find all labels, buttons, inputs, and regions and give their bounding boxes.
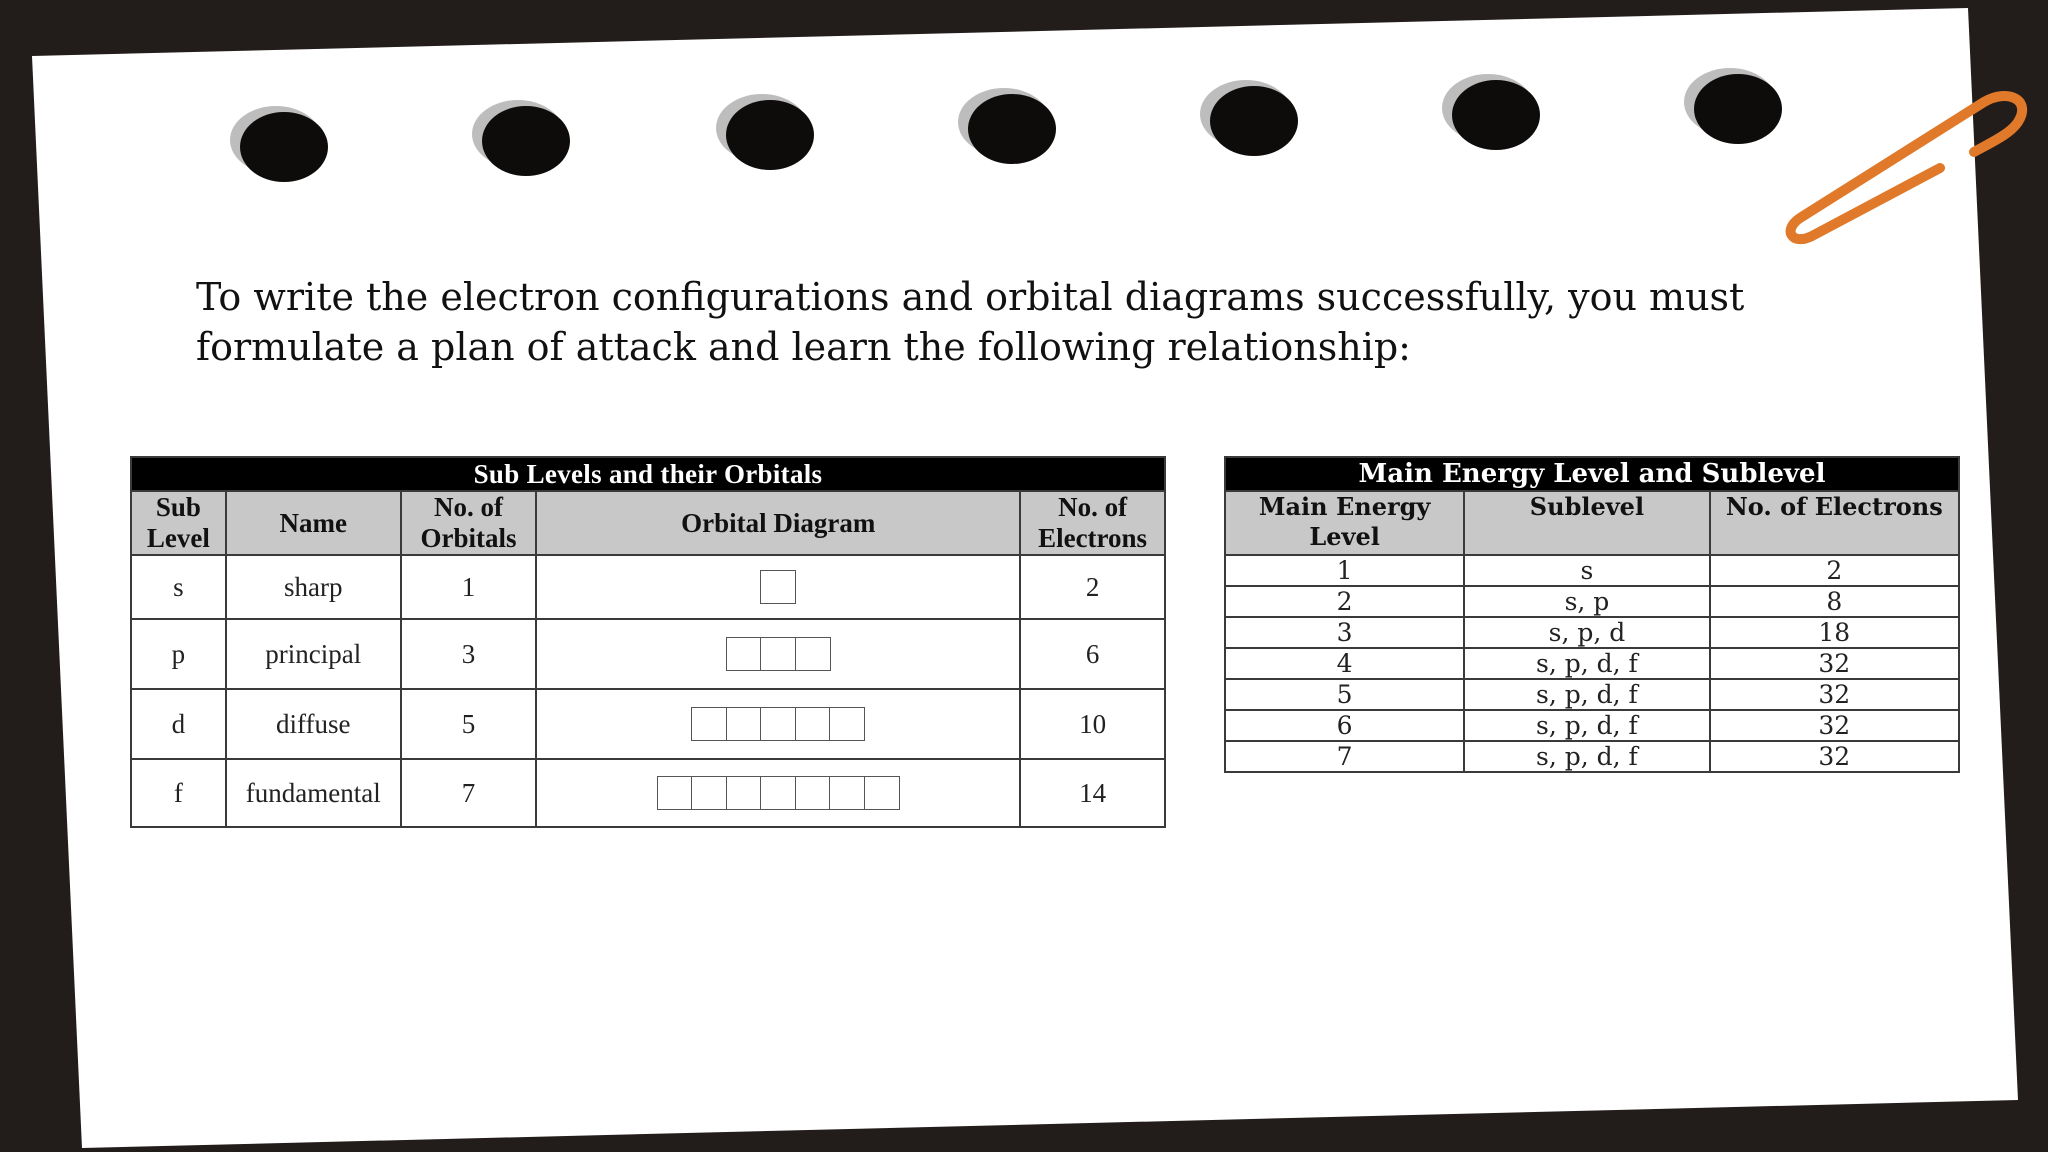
cell-electrons: 2 bbox=[1710, 555, 1959, 586]
table-row bbox=[131, 759, 1165, 827]
binder-hole bbox=[482, 106, 578, 178]
binder-hole bbox=[726, 100, 822, 172]
cell-sublevel: s bbox=[131, 555, 226, 619]
orbital-box bbox=[726, 637, 762, 671]
cell-orbitals: 5 bbox=[401, 689, 537, 759]
table-row bbox=[131, 555, 1165, 619]
cell-sublevels: s, p, d, f bbox=[1464, 648, 1709, 679]
header-name: Name bbox=[226, 491, 401, 555]
sublevel-table-caption: Sub Levels and their Orbitals bbox=[131, 457, 1165, 491]
orbital-diagram bbox=[536, 689, 1020, 759]
cell-level: 1 bbox=[1225, 555, 1464, 586]
table-row bbox=[131, 689, 1165, 759]
table-row bbox=[1225, 555, 1959, 586]
cell-name: principal bbox=[226, 619, 401, 689]
cell-name: sharp bbox=[226, 555, 401, 619]
cell-sublevels: s, p, d, f bbox=[1464, 710, 1709, 741]
cell-sublevels: s, p, d, f bbox=[1464, 679, 1709, 710]
energy-level-table bbox=[1224, 456, 1960, 773]
energy-table-caption: Main Energy Level and Sublevel bbox=[1225, 457, 1959, 491]
orbital-box bbox=[691, 776, 727, 810]
cell-level: 5 bbox=[1225, 679, 1464, 710]
binder-hole bbox=[968, 94, 1064, 166]
orbital-diagram bbox=[536, 759, 1020, 827]
orbital-box bbox=[657, 776, 693, 810]
orbital-box bbox=[795, 776, 831, 810]
table-row bbox=[1225, 741, 1959, 772]
orbital-diagram bbox=[536, 619, 1020, 689]
cell-sublevel: d bbox=[131, 689, 226, 759]
table-row bbox=[131, 619, 1165, 689]
orbital-box bbox=[760, 776, 796, 810]
cell-level: 3 bbox=[1225, 617, 1464, 648]
orbital-box bbox=[795, 637, 831, 671]
intro-paragraph: To write the electron configurations and orbital diagrams successfully, you must formulate a plan of attack and learn the following relationship: bbox=[196, 275, 1745, 369]
cell-sublevels: s, p, d, f bbox=[1464, 741, 1709, 772]
paperclip-icon bbox=[1770, 80, 2048, 260]
orbital-box bbox=[760, 707, 796, 741]
cell-level: 4 bbox=[1225, 648, 1464, 679]
cell-electrons: 32 bbox=[1710, 679, 1959, 710]
cell-electrons: 32 bbox=[1710, 741, 1959, 772]
binder-hole bbox=[240, 112, 336, 184]
orbital-box bbox=[829, 776, 865, 810]
header-no-of-orbitals: No. of Orbitals bbox=[401, 491, 537, 555]
cell-name: fundamental bbox=[226, 759, 401, 827]
orbital-diagram bbox=[536, 555, 1020, 619]
cell-electrons: 18 bbox=[1710, 617, 1959, 648]
table-row bbox=[1225, 710, 1959, 741]
orbital-box bbox=[760, 637, 796, 671]
cell-level: 6 bbox=[1225, 710, 1464, 741]
header-orbital-diagram: Orbital Diagram bbox=[536, 491, 1020, 555]
header-no-of-electrons: No. of Electrons bbox=[1710, 491, 1959, 555]
table-row bbox=[1225, 586, 1959, 617]
orbital-box bbox=[726, 707, 762, 741]
orbital-box bbox=[864, 776, 900, 810]
cell-sublevel: f bbox=[131, 759, 226, 827]
table-row bbox=[1225, 648, 1959, 679]
cell-sublevel: p bbox=[131, 619, 226, 689]
orbital-box bbox=[829, 707, 865, 741]
cell-electrons: 32 bbox=[1710, 648, 1959, 679]
cell-sublevels: s, p bbox=[1464, 586, 1709, 617]
header-main-energy-level: Main Energy Level bbox=[1225, 491, 1464, 555]
cell-sublevels: s bbox=[1464, 555, 1709, 586]
table-row bbox=[1225, 617, 1959, 648]
cell-level: 7 bbox=[1225, 741, 1464, 772]
cell-sublevels: s, p, d bbox=[1464, 617, 1709, 648]
table-row bbox=[1225, 679, 1959, 710]
cell-electrons: 8 bbox=[1710, 586, 1959, 617]
sublevel-table bbox=[130, 456, 1166, 828]
cell-electrons: 14 bbox=[1020, 759, 1165, 827]
orbital-box bbox=[795, 707, 831, 741]
binder-hole bbox=[1210, 86, 1306, 158]
cell-name: diffuse bbox=[226, 689, 401, 759]
cell-electrons: 32 bbox=[1710, 710, 1959, 741]
cell-level: 2 bbox=[1225, 586, 1464, 617]
cell-electrons: 10 bbox=[1020, 689, 1165, 759]
cell-electrons: 6 bbox=[1020, 619, 1165, 689]
cell-orbitals: 1 bbox=[401, 555, 537, 619]
orbital-box bbox=[726, 776, 762, 810]
cell-orbitals: 7 bbox=[401, 759, 537, 827]
cell-orbitals: 3 bbox=[401, 619, 537, 689]
header-no-of-electrons: No. of Electrons bbox=[1020, 491, 1165, 555]
orbital-box bbox=[691, 707, 727, 741]
binder-hole bbox=[1452, 80, 1548, 152]
header-sub-level: Sub Level bbox=[131, 491, 226, 555]
cell-electrons: 2 bbox=[1020, 555, 1165, 619]
header-sublevel: Sublevel bbox=[1464, 491, 1709, 555]
orbital-box bbox=[760, 570, 796, 604]
